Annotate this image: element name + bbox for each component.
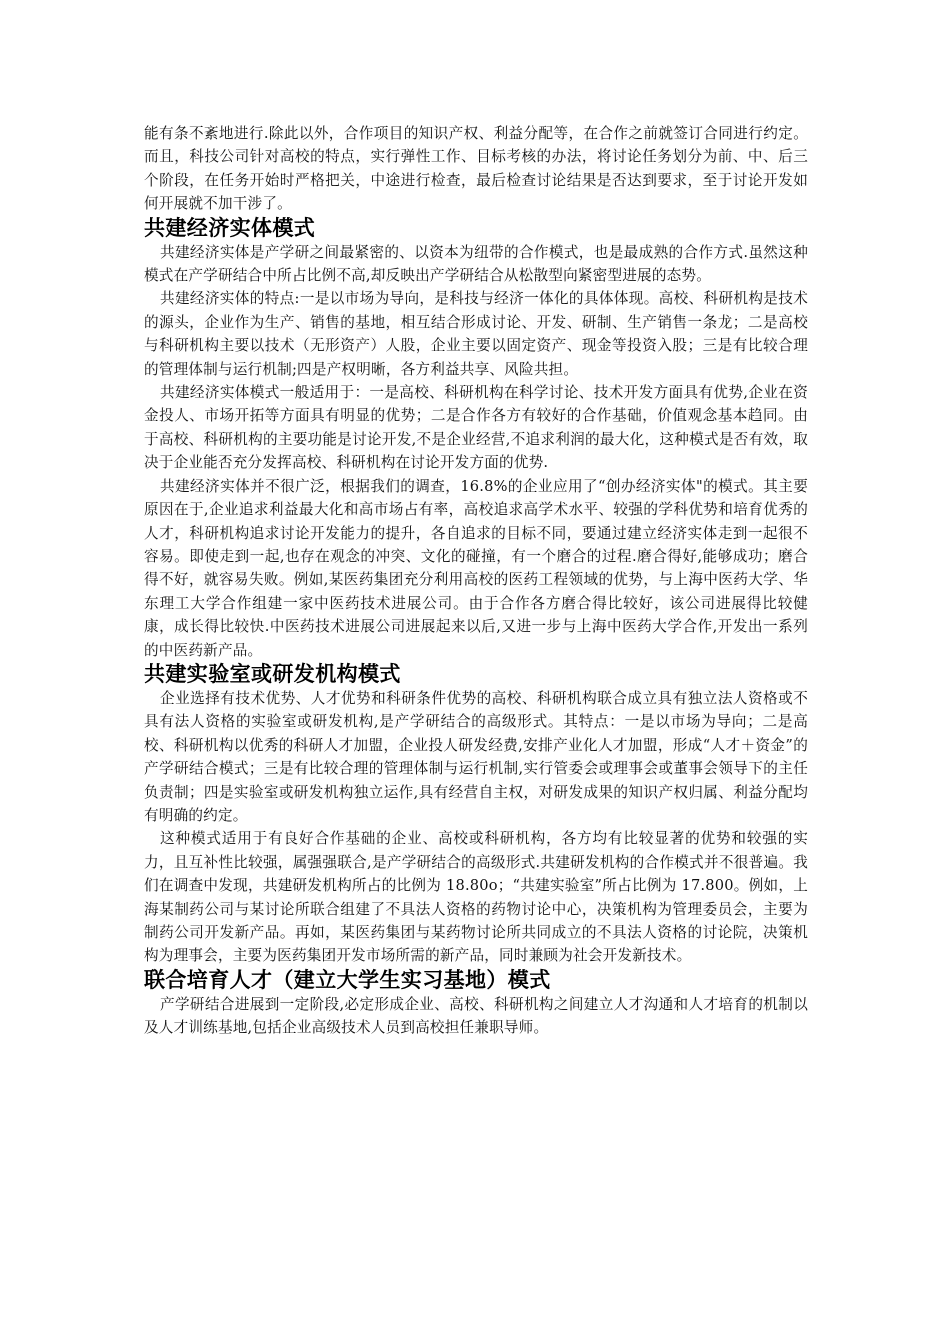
section-heading-economic-entity: 共建经济实体模式 [144, 215, 316, 240]
paragraph-intro-continuation: 能有条不紊地进行.除此以外，合作项目的知识产权、利益分配等，在合作之前就签订合同进行约定。而且，科技公司针对高校的特点，实行弹性工作、目标考核的办法，将讨论任务划分为前、中、后三个阶段，在任务开始时严格把关，中途进行检查，最后检查讨论结果是否达到要求，至于讨论开发如何开展就不加干涉了。 [144, 125, 808, 213]
paragraph-talent-cultivation: 产学研结合进展到一定阶段,必定形成企业、高校、科研机构之间建立人才沟通和人才培育的机制以及人才训练基地,包括企业高级技术人员到高校担任兼职导师。 [144, 995, 808, 1037]
document-page [144, 122, 808, 1040]
section-heading-talent-cultivation: 联合培育人才（建立大学生实习基地）模式 [144, 967, 551, 992]
paragraph-economic-entity-applicability: 共建经济实体模式一般适用于：一是高校、科研机构在科学讨论、技术开发方面具有优势,企业在资金投人、市场开拓等方面具有明显的优势；二是合作各方有较好的合作基础，价值观念基本趋同。由于高校、科研机构的主要功能是讨论开发,不是企业经营,不追求利润的最大化，这种模式是否有效，取决于企业能否充分发挥高校、科研机构在讨论开发方面的优势. [144, 384, 808, 472]
paragraph-joint-lab-features: 企业选择有技术优势、人才优势和科研条件优势的高校、科研机构联合成立具有独立法人资格或不具有法人资格的实验室或研发机构,是产学研结合的高级形式。其特点：一是以市场为导向；二是高校、科研机构以优秀的科研人才加盟，企业投人研发经费,安排产业化人才加盟，形成“人才＋资金”的产学研结合模式；三是有比较合理的管理体制与运行机制,实行管委会或理事会或董事会领导下的主任负责制；四是实验室或研发机构独立运作,具有经营自主权，对研发成果的知识产权归属、利益分配均有明确的约定。 [144, 689, 808, 824]
paragraph-economic-entity-survey: 共建经济实体并不很广泛，根据我们的调查，16.8%的企业应用了“创办经济实体"的模式。其主要原因在于,企业追求利益最大化和高市场占有率，高校追求高学术水平、较强的学科优势和培育优秀的人才，科研机构追求讨论开发能力的提升，各自追求的目标不同，要通过建立经济实体走到一起很不容易。即使走到一起,也存在观念的冲突、文化的碰撞，有一个磨合的过程.磨合得好,能够成功；磨合得不好，就容易失败。例如,某医药集团充分利用高校的医药工程领域的优势，与上海中医药大学、华东理工大学合作组建一家中医药技术进展公司。由于合作各方磨合得比较好，该公司进展得比较健康，成长得比较快.中医药技术进展公司进展起来以后,又进一步与上海中医药大学合作,开发出一系列的中医药新产品。 [144, 477, 808, 659]
paragraph-joint-lab-applicability: 这种模式适用于有良好合作基础的企业、高校或科研机构，各方均有比较显著的优势和较强的实力，且互补性比较强，属强强联合,是产学研结合的高级形式.共建研发机构的合作模式并不很普遍。我们在调查中发现，共建研发机构所占的比例为 18.80o；“共建实验室”所占比例为 17.800。例如，上海某制药公司与某讨论所联合组建了不具法人资格的药物讨论中心，决策机构为管理委员会，主要为制药公司开发新产品。再如，某医药集团与某药物讨论所共同成立的不具法人资格的讨论院，决策机构为理事会，主要为医药集团开发市场所需的新产品，同时兼顾为社会开发新技术。 [144, 830, 808, 965]
paragraph-economic-entity-features: 共建经济实体的特点:一是以市场为导向，是科技与经济一体化的具体体现。高校、科研机构是技术的源头，企业作为生产、销售的基地，相互结合形成讨论、开发、研制、生产销售一条龙；二是高校与科研机构主要以技术（无形资产）人股，企业主要以固定资产、现金等投资入股；三是有比较合理的管理体制与运行机制;四是产权明晰，各方利益共享、风险共担。 [144, 290, 808, 378]
section-heading-joint-lab: 共建实验室或研发机构模式 [144, 661, 401, 686]
paragraph-economic-entity-definition: 共建经济实体是产学研之间最紧密的、以资本为纽带的合作模式，也是最成熟的合作方式.虽然这种模式在产学研结合中所占比例不高,却反映出产学研结合从松散型向紧密型进展的态势。 [144, 243, 808, 285]
